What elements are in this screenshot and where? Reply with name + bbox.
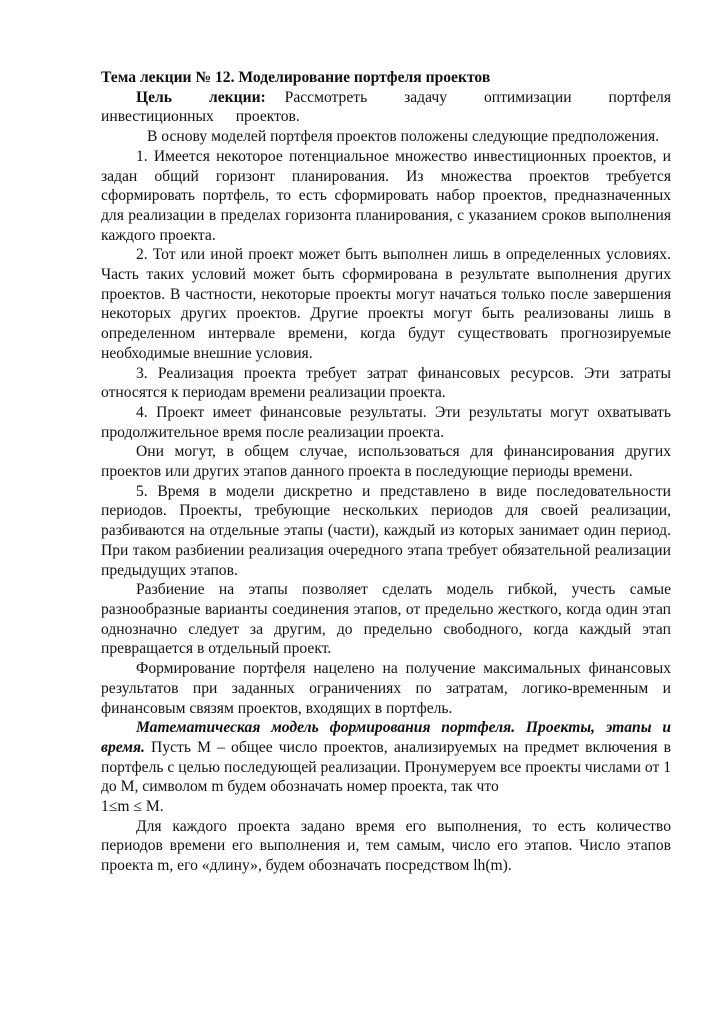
paragraph-6: Разбиение на этапы позволяет сделать модель гибкой, учесть самые разнообразные варианты соединения этапов, от предельно жесткого, когда один этап однозначно следует за другим, до предельно свободного, когда каждый этап превращается в отдельный проект. [101, 581, 671, 658]
paragraph-9: Для каждого проекта задано время его выполнения, то есть количество периодов времени его выполнения и, тем самым, число его этапов. Число этапов проекта m, его «длину», будем обозначать посредством lh(m). [101, 817, 671, 875]
paragraph-7: Формирование портфеля нацелено на получение максимальных финансовых результатов при заданных ограничениях по затратам, логико-временным и финансовым связям проектов, входящих в портфель. [101, 660, 671, 717]
goal-label: Цель лекции: [136, 88, 266, 106]
paragraph-1: 1. Имеется некоторое потенциальное множество инвестиционных проектов, и задан общий горизонт планирования. Из множества проектов требуется сформировать портфель, то есть сформировать набор проектов, предназначенных для реализации в пределах горизонта планирования, с указанием сроков выполнения каждого проекта. [101, 147, 671, 244]
lecture-goal [101, 88, 671, 127]
paragraph-8 [101, 718, 671, 797]
paragraph-4-continued: Они могут, в общем случае, использоваться для финансирования других проектов или других этапов данного проекта в последующие периоды времени. [101, 443, 671, 481]
paragraph-3: 3. Реализация проекта требует затрат финансовых ресурсов. Эти затраты относятся к периодам времени реализации проекта. [101, 364, 671, 402]
lecture-title: Тема лекции № 12. Моделирование портфеля проектов [101, 69, 491, 86]
goal-text: Рассмотреть задачу оптимизации портфеля инвестиционных проектов. [101, 88, 671, 126]
paragraph-4: 4. Проект имеет финансовые результаты. Эти результаты могут охватывать продолжительное время после реализации проекта. [101, 403, 671, 441]
document-page [101, 68, 671, 876]
model-heading: Математическая модель формирования портфеля. Проекты, этапы и время. [101, 719, 671, 756]
paragraph-8-text: Пусть М – общее число проектов, анализируемых на предмет включения в портфель с целью последующей реализации. Пронумеруем все проекты числами от 1 до М, символом m будем обозначать номер проекта, так что [101, 738, 671, 796]
paragraph-5: 5. Время в модели дискретно и представлено в виде последовательности периодов. Проекты, требующие нескольких периодов для своей реализации, разбиваются на отдельные этапы (части), каждый из которых занимает один период. При таком разбиении реализация очередного этапа требует обязательной реализации предыдущих этапов. [101, 482, 671, 579]
formula: 1≤m ≤ М. [101, 798, 164, 816]
paragraph-2: 2. Тот или иной проект может быть выполнен лишь в определенных условиях. Часть таких условий может быть сформирована в результате выполнения других проектов. В частности, некоторые проекты могут начаться только после завершения некоторых других проектов. Другие проекты могут быть реализованы лишь в определенном интервале времени, когда будут существовать прогнозируемые необходимые внешние условия. [101, 246, 671, 362]
intro-paragraph: В основу моделей портфеля проектов положены следующие предположения. [147, 128, 660, 146]
